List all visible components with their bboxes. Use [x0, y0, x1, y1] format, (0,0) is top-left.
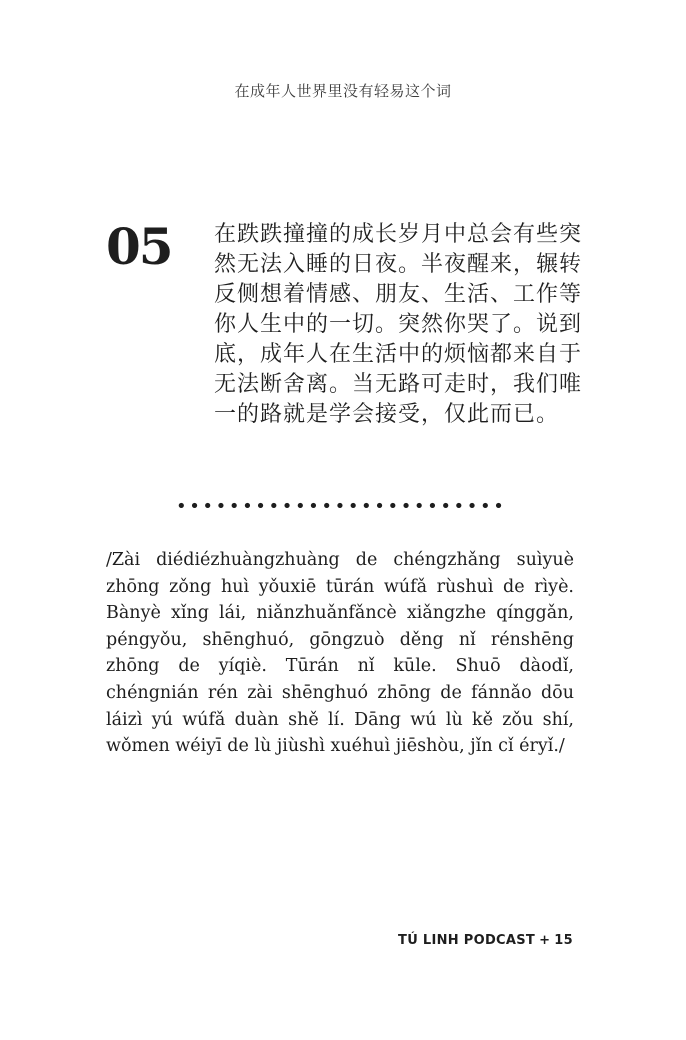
page-number: 15 — [554, 933, 573, 948]
footer-separator: + — [539, 933, 551, 948]
entry-number: 05 — [106, 217, 172, 276]
page-footer — [398, 933, 573, 948]
pinyin-paragraph: /Zài diédiézhuàngzhuàng de chéngzhǎng suìyuè zhōng zǒng huì yǒuxiē tūrán wúfǎ rùshuì de rìyè. Bànyè xǐng lái, niǎnzhuǎnfǎncè xiǎngzhe qínggǎn, péngyǒu, shēnghuó, gōngzuò děng nǐ rénshēng zhōng de yíqiè. Tūrán nǐ kūle. Shuō dàodǐ, chéngnián rén zài shēnghuó zhōng de fánnǎo dōu láizì yú wúfǎ duàn shě lí. Dāng wú lù kě zǒu shí, wǒmen wéiyī de lù jiùshì xuéhuì jiēshòu, jǐn cǐ éryǐ./ — [106, 550, 574, 757]
publication-name: TÚ LINH PODCAST — [398, 933, 536, 948]
running-header: 在成年人世界里没有轻易这个词 — [234, 82, 452, 100]
dotted-divider: ••••••••••••••••••••••••• — [176, 497, 506, 517]
chinese-paragraph: 在跌跌撞撞的成长岁月中总会有些突然无法入睡的日夜。半夜醒来，辗转反侧想着情感、朋友、生活、工作等你人生中的一切。突然你哭了。说到底，成年人在生活中的烦恼都来自于无法断舍离。当无路可走时，我们唯一的路就是学会接受，仅此而已。 — [214, 222, 583, 427]
